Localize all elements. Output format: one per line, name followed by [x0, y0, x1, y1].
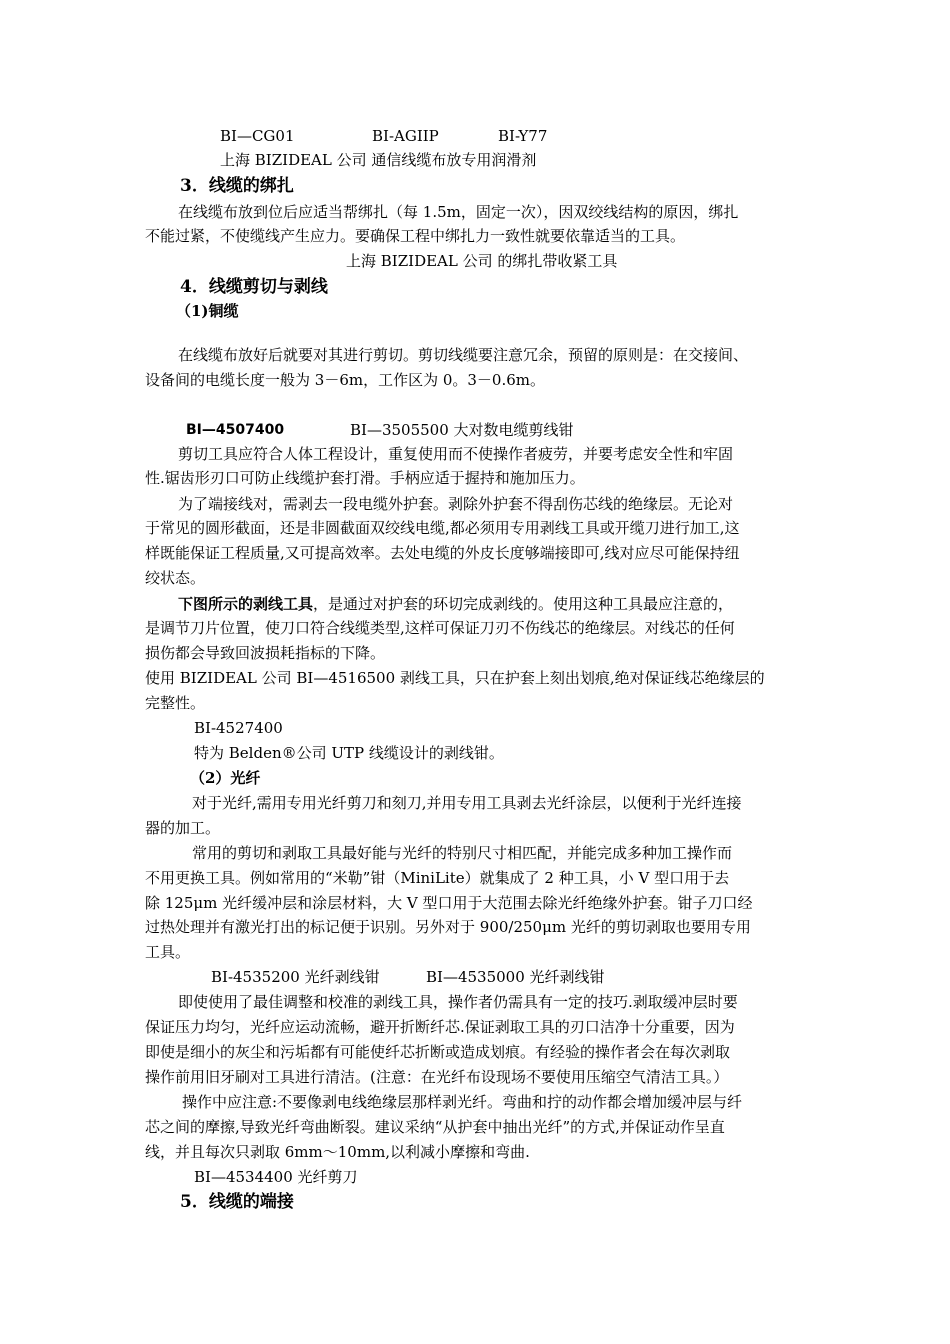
para-5-line-2: 完整性。: [145, 694, 206, 712]
model-4527400: BI-4527400: [194, 719, 283, 737]
para-2-line-1: 剪切工具应符合人体工程设计，重复使用而不使操作者疲劳，并要考虑安全性和牢固: [178, 445, 734, 463]
para-5-line-1: 使用 BIZIDEAL 公司 BI—4516500 剥线工具，只在护套上刻出划痕,绝对保证线芯绝缘层的: [145, 669, 765, 687]
para-9-line-1: 操作中应注意:不要像剥电线绝缘层那样剥光纤。弯曲和拧的动作都会增加缓冲层与纤: [182, 1093, 743, 1111]
model-cg01: BI—CG01: [220, 127, 295, 145]
fiber-stripper-4535200: BI-4535200 光纤剥线钳: [211, 968, 380, 986]
model-agiip: BI-AGIIP: [372, 127, 439, 145]
lubricant-caption: 上海 BIZIDEAL 公司 通信线缆布放专用润滑剂: [220, 151, 537, 169]
para-7-line-3: 除 125μm 光纤缓冲层和涂层材料，大 V 型口用于大范围去除光纤绝缘外护套。钳子刀口经: [145, 894, 753, 912]
para-8-line-3: 即使是细小的灰尘和污垢都有可能使纤芯折断或造成划痕。有经验的操作者会在每次剥取: [145, 1043, 731, 1061]
para-2-line-2: 性.锯齿形刃口可防止线缆护套打滑。手柄应适于握持和施加压力。: [145, 469, 585, 487]
para-4-line-1-rest: ，是通过对护套的环切完成剥线的。使用这种工具最应注意的，: [313, 595, 734, 613]
para-6-line-1: 对于光纤,需用专用光纤剪刀和刻刀,并用专用工具剥去光纤涂层，以便利于光纤连接: [192, 794, 742, 812]
section-3-heading: 3．线缆的绑扎: [180, 176, 294, 196]
para-4-line-1: [178, 593, 733, 615]
model-y77: BI-Y77: [498, 127, 548, 145]
para-4-line-2: 是调节刀片位置，使刀口符合线缆类型,这样可保证刀刃不伤线芯的绝缘层。对线芯的任何: [145, 619, 735, 637]
fiber-shears-4534400: BI—4534400 光纤剪刀: [194, 1168, 358, 1186]
para-8-line-4: 操作前用旧牙刷对工具进行清洁。(注意：在光纤布设现场不要使用压缩空气清洁工具。）: [145, 1068, 729, 1086]
section-4-para-1-line-1: 在线缆布放好后就要对其进行剪切。剪切线缆要注意冗余，预留的原则是：在交接间、: [178, 346, 749, 364]
section-3-para-line-2: 不能过紧，不使缆线产生应力。要确保工程中绑扎力一致性就要依靠适当的工具。: [145, 227, 686, 245]
para-4-line-3: 损伤都会导致回波损耗指标的下降。: [145, 644, 386, 662]
para-7-line-5: 工具。: [145, 943, 191, 961]
para-3-line-2: 于常见的圆形截面，还是非圆截面双绞线电缆,都必须用专用剥线工具或开缆刀进行加工,这: [145, 519, 740, 537]
para-3-line-1: 为了端接线对，需剥去一段电缆外护套。剥除外护套不得刮伤芯线的绝缘层。无论对: [178, 495, 734, 513]
stripping-tool-emphasis: 下图所示的剥线工具: [178, 595, 314, 613]
subsection-fiber: （2）光纤: [190, 769, 261, 787]
para-3-line-3: 样既能保证工程质量,又可提高效率。去处电缆的外皮长度够端接即可,线对应尽可能保持纽: [145, 544, 740, 562]
section-4-heading: 4．线缆剪切与剥线: [180, 277, 328, 297]
para-7-line-4: 过热处理并有激光打出的标记便于识别。另外对于 900/250μm 光纤的剪切剥取也要用专用: [145, 918, 751, 936]
section-5-heading: 5．线缆的端接: [180, 1192, 294, 1212]
para-7-line-2: 不用更换工具。例如常用的“米勒”钳（MiniLite）就集成了 2 种工具，小 V 型口用于去: [145, 869, 730, 887]
para-8-line-2: 保证压力均匀，光纤应运动流畅，避开折断纤芯.保证剥取工具的刃口洁净十分重要，因为: [145, 1018, 735, 1036]
subsection-copper: （1)铜缆: [176, 302, 239, 320]
tie-tool-caption: 上海 BIZIDEAL 公司 的绑扎带收紧工具: [346, 252, 618, 270]
para-8-line-1: 即使使用了最佳调整和校准的剥线工具，操作者仍需具有一定的技巧.剥取缓冲层时要: [178, 993, 738, 1011]
tool-3505500: BI—3505500 大对数电缆剪线钳: [350, 421, 574, 439]
para-9-line-3: 线，并且每次只剥取 6mm～10mm,以利减小摩擦和弯曲.: [145, 1143, 530, 1161]
para-7-line-1: 常用的剪切和剥取工具最好能与光纤的特别尺寸相匹配，并能完成多种加工操作而: [192, 844, 733, 862]
section-3-para-line-1: 在线缆布放到位后应适当帮绑扎（每 1.5m，固定一次），因双绞线结构的原因，绑扎: [178, 203, 739, 221]
belden-note: 特为 Belden®公司 UTP 线缆设计的剥线钳。: [194, 744, 504, 762]
para-9-line-2: 芯之间的摩擦,导致光纤弯曲断裂。建议采纳“从护套中抽出光纤”的方式,并保证动作呈直: [145, 1118, 725, 1136]
tool-4507400: BI—4507400: [186, 422, 285, 438]
para-6-line-2: 器的加工。: [145, 819, 221, 837]
para-3-line-4: 绞状态。: [145, 569, 206, 587]
fiber-stripper-4535000: BI—4535000 光纤剥线钳: [426, 968, 605, 986]
section-4-para-1-line-2: 设备间的电缆长度一般为 3－6m，工作区为 0。3－0.6m。: [145, 371, 546, 389]
